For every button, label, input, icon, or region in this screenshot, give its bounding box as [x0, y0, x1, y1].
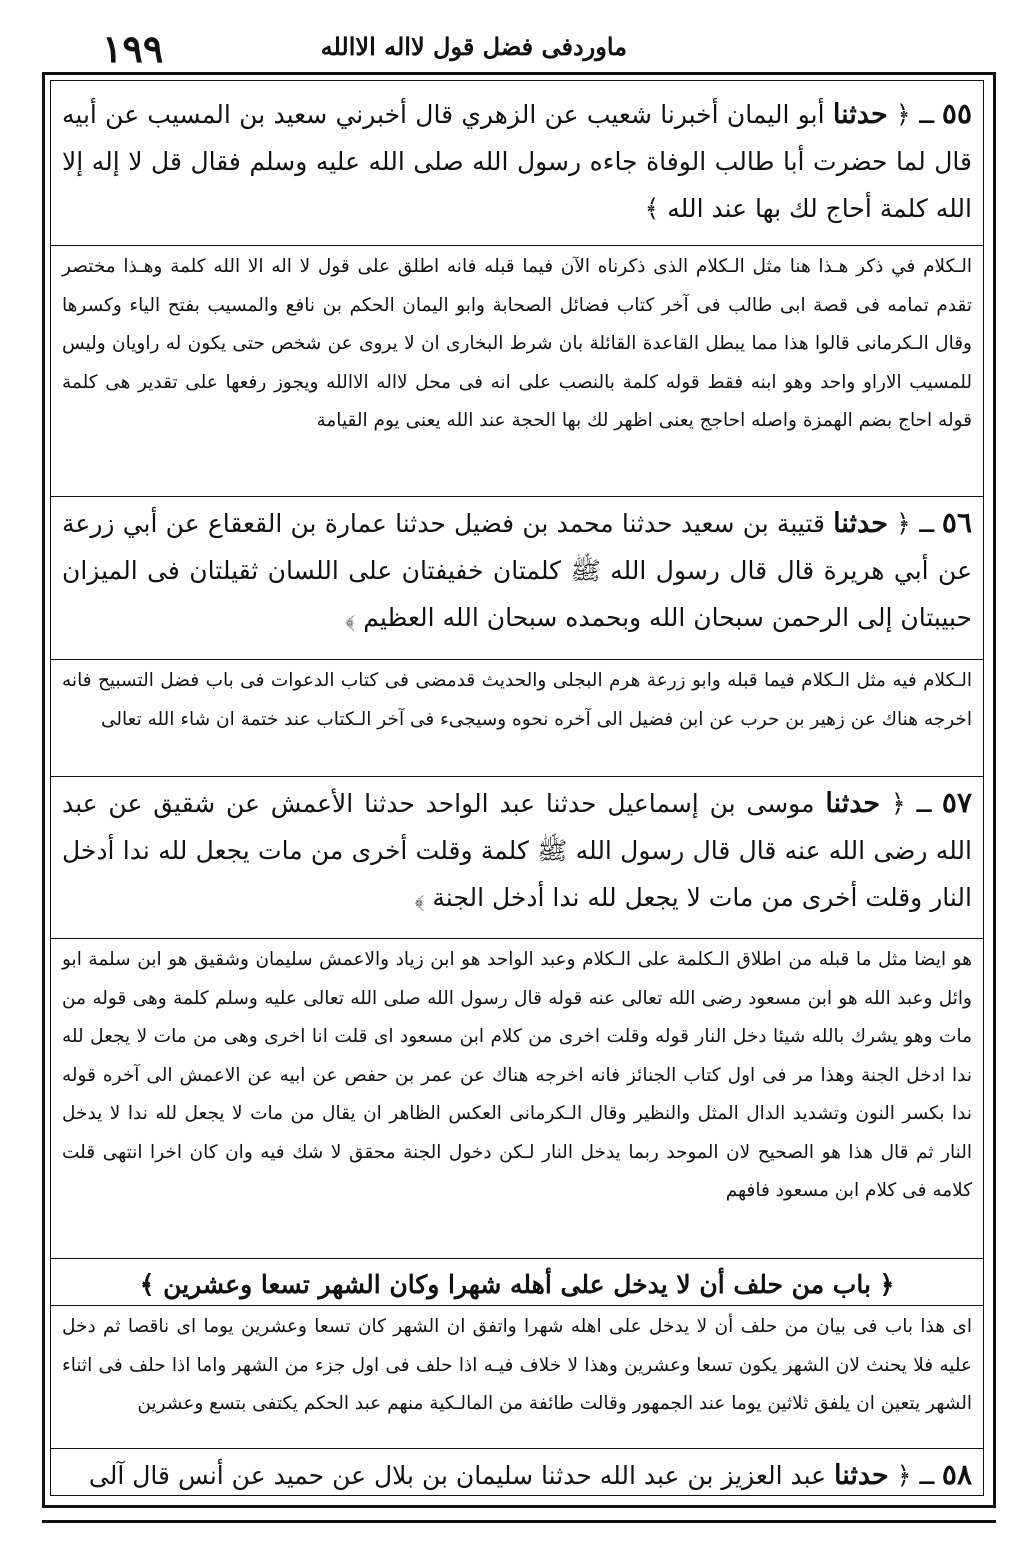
- divider: [50, 1448, 984, 1449]
- hadith-56: ٥٦ ـ ﴿ حدثنا قتيبة بن سعيد حدثنا محمد بن فضيل حدثنا عمارة بن القعقاع عن أبي زرعة عن أبي هريرة قال قال رسول الله ﷺ كلمتان خفيفتان على اللسان ثقيلتان فى الميزان حبيبتان إلى الرحمن سبحان الله وبحمده سبحان الله العظيم ﴾: [62, 506, 972, 632]
- divider: [50, 245, 984, 246]
- hadith-58: ٥٨ ـ ﴿ حدثنا عبد العزيز بن عبد الله حدثنا سليمان بن بلال عن حميد عن أنس قال آلى: [88, 1458, 972, 1491]
- chapter-commentary: اى هذا باب فى بيان من حلف أن لا يدخل على اهله شهرا واتفق ان الشهر كان تسعا وعشرين يوما اى ناقصا ثم دخل عليه فلا يحنث لان الشهر يكون تسعا وعشرين وهذا لا خلاف فيـه اذا حلف فى اول جزء من الشهر واما اذا حلف فى اثناء الشهر يتعين ان يلفق ثلاثين يوما عند الجمهور وقالت طائفة من المالـكية منهم عبد الحكم يكتفى بتسع وعشرين: [62, 1316, 972, 1414]
- chapter-title: باب من حلف أن لا يدخل على أهله شهرا وكان الشهر تسعا وعشرين: [163, 1270, 871, 1299]
- divider: [50, 776, 984, 777]
- running-title: ماوردفى فضل قول لااله الاالله: [320, 32, 627, 61]
- hadith-number: ٥٦: [941, 506, 972, 539]
- hadith-text: عبد العزيز بن عبد الله حدثنا سليمان بن بلال عن حميد عن أنس قال آلى: [88, 1461, 827, 1490]
- chapter-heading: ﴿ باب من حلف أن لا يدخل على أهله شهرا وكان الشهر تسعا وعشرين ﴾: [139, 1270, 895, 1299]
- divider: [50, 938, 984, 939]
- haddathana-label: حدثنا: [825, 788, 881, 819]
- hadith-number: ٥٨: [941, 1458, 972, 1491]
- divider: [50, 1305, 984, 1306]
- page-number: ١٩٩: [102, 26, 164, 71]
- hadith-55: ٥٥ ـ ﴿ حدثنا أبو اليمان أخبرنا شعيب عن الزهري قال أخبرني سعيد بن المسيب عن أبيه قال لما حضرت أبا طالب الوفاة جاءه رسول الله صلى الله عليه وسلم فقال قل لا إله إلا الله كلمة أحاج لك بها عند الله ﴾: [62, 97, 972, 223]
- divider: [50, 659, 984, 660]
- divider: [50, 496, 984, 497]
- hadith-text: موسى بن إسماعيل حدثنا عبد الواحد حدثنا الأعمش عن شقيق عن عبد الله رضى الله عنه قال قال رسول الله ﷺ كلمة وقلت أخرى من مات يجعل لله ندا أدخل النار وقلت أخرى من مات لا يجعل لله ندا أدخل الجنة: [62, 789, 972, 912]
- hadith-57: ٥٧ ـ ﴿ حدثنا موسى بن إسماعيل حدثنا عبد الواحد حدثنا الأعمش عن شقيق عن عبد الله رضى الله عنه قال قال رسول الله ﷺ كلمة وقلت أخرى من مات يجعل لله ندا أدخل النار وقلت أخرى من مات لا يجعل لله ندا أدخل الجنة ﴾: [62, 786, 972, 912]
- hadith-number: ٥٥: [941, 97, 972, 130]
- haddathana-label: حدثنا: [833, 508, 888, 539]
- divider: [50, 1258, 984, 1259]
- haddathana-label: حدثنا: [832, 99, 888, 130]
- hadith-number: ٥٧: [941, 786, 972, 819]
- page-header: [40, 20, 987, 70]
- hadith-text: قتيبة بن سعيد حدثنا محمد بن فضيل حدثنا عمارة بن القعقاع عن أبي زرعة عن أبي هريرة قال قال رسول الله ﷺ كلمتان خفيفتان على اللسان ثقيلتان فى الميزان حبيبتان إلى الرحمن سبحان الله وبحمده سبحان الله العظيم: [62, 509, 972, 632]
- haddathana-label: حدثنا: [834, 1460, 889, 1491]
- hadith-text: أبو اليمان أخبرنا شعيب عن الزهري قال أخبرني سعيد بن المسيب عن أبيه قال لما حضرت أبا طالب الوفاة جاءه رسول الله صلى الله عليه وسلم فقال قل لا إله إلا الله كلمة أحاج لك بها عند الله: [62, 100, 972, 223]
- page-content: [62, 90, 972, 1490]
- commentary-56: الـكلام فيه مثل الـكلام فيما قبله وابو زرعة هرم البجلى والحديث قدمضى فى كتاب الدعوات فى باب فضل التسبيح فانه اخرجه هناك عن زهير بن حرب عن ابن فضيل الى آخره نحوه وسيجىء فى آخر الـكتاب عند ختمة ان شاء الله تعالى: [62, 670, 972, 730]
- bottom-rule: [42, 1520, 996, 1523]
- commentary-55: الـكلام في ذكر هـذا هنا مثل الـكلام الذى ذكرناه الآن فيما قبله فانه اطلق على قول لا اله الا الله كلمة وهـذا مختصر تقدم تمامه فى قصة ابى طالب فى آخر كتاب فضائل الصحابة وابو اليمان الحكم بن نافع والمسيب بفتح الياء وكسرها وقال الـكرمانى قالوا هذا مما يبطل القاعدة القائلة بان شرط البخارى ان لا يروى عن شخص حتى يكون له راويان وليس للمسيب الاراو واحد وهو ابنه فقط قوله كلمة بالنصب على انه فى محل لااله الاالله ويجوز رفعها على تقدير هى كلمة قوله احاج بضم الهمزة واصله احاجج يعنى اظهر لك بها الحجة عند الله يعنى يوم القيامة: [62, 256, 972, 431]
- commentary-57: هو ايضا مثل ما قبله من اطلاق الـكلمة على الـكلام وعبد الواحد هو ابن زياد والاعمش سليمان وشقيق هو ابن سلمة ابو وائل وعبد الله هو ابن مسعود رضى الله تعالى عنه قوله قال رسول الله صلى الله تعالى عليه وسلم كلمة وهى قوله من مات وهو يشرك بالله شيئا دخل النار قوله وقلت اخرى من كلام ابن مسعود اى قلت انا اخرى وهى من مات لا يجعل لله ندا ادخل الجنة وهذا مر فى اول كتاب الجنائز فانه اخرجه هناك عن عمر بن حفص عن ابيه عن الاعمش الى آخره قوله ندا بكسر النون وتشديد الدال المثل والنظير وقال الـكرمانى العكس الظاهر ان يقال من مات لا يجعل لله ندا لا يدخل النار ثم قال هذا هو الصحيح لان الموحد ربما يدخل النار لـكن دخول الجنة محقق لا شك فيه وان كان اخرا انتهى قلت كلامه فى كلام ابن مسعود فافهم: [62, 949, 972, 1201]
